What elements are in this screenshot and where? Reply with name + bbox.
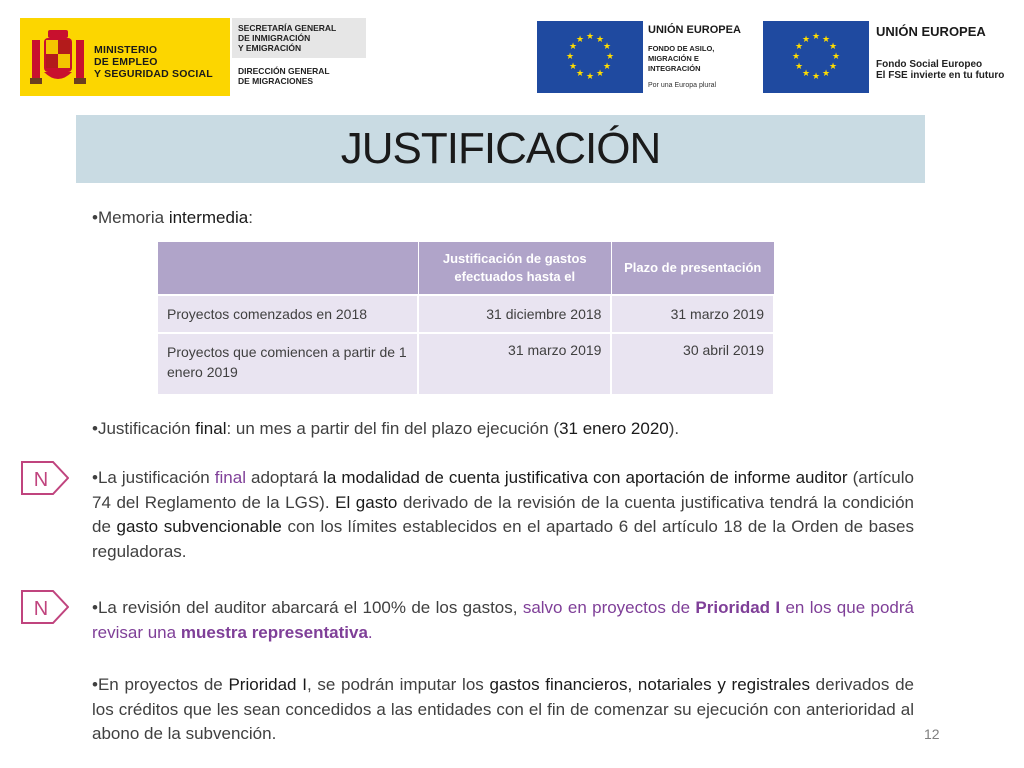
- svg-text:★: ★: [575, 69, 585, 79]
- svg-text:★: ★: [585, 72, 595, 82]
- svg-text:★: ★: [595, 35, 605, 45]
- prioridad-paragraph: •En proyectos de Prioridad I, se podrán imputar los gastos financieros, notariales y registrales derivados de los créditos que les sean concedidos a las entidades con el fin de comenzar su ejecución con anterioridad al abono de la subvención.: [92, 675, 914, 743]
- table-cell: 31 marzo 2019: [611, 295, 774, 333]
- eu-flag-icon: [763, 21, 869, 93]
- memo-heading: •Memoria intermedia:: [92, 208, 253, 227]
- coat-of-arms-icon: [30, 26, 86, 88]
- eu-fse-text: UNIÓN EUROPEA Fondo Social Europeo El FSE invierte en tu futuro: [876, 24, 1005, 81]
- table-row: [157, 333, 774, 395]
- new-marker-label: N: [33, 469, 49, 491]
- justificacion-final-paragraph: •Justificación final: un mes a partir del fin del plazo ejecución (31 enero 2020).: [92, 419, 680, 438]
- table-cell: Proyectos comenzados en 2018: [157, 295, 418, 333]
- deadlines-table: [156, 241, 775, 396]
- svg-text:★: ★: [828, 42, 838, 52]
- svg-text:★: ★: [794, 62, 804, 72]
- svg-text:★: ★: [565, 52, 575, 62]
- svg-text:★: ★: [811, 32, 821, 42]
- svg-text:★: ★: [821, 35, 831, 45]
- page-title: JUSTIFICACIÓN: [340, 124, 661, 173]
- table-header-row: [157, 242, 774, 296]
- svg-text:★: ★: [791, 52, 801, 62]
- svg-text:★: ★: [831, 52, 841, 62]
- svg-text:★: ★: [801, 35, 811, 45]
- svg-text:★: ★: [605, 52, 615, 62]
- page-number: 12: [924, 726, 940, 742]
- secretaria-logo: SECRETARÍA GENERAL DE INMIGRACIÓN Y EMIGRACIÓN: [232, 18, 366, 58]
- eu-fami-text: UNIÓN EUROPEA FONDO DE ASILO, MIGRACIÓN E INTEGRACIÓN Por una Europa plural: [648, 24, 741, 89]
- table-cell: 31 diciembre 2018: [418, 295, 611, 333]
- eu-flag-icon: [537, 21, 643, 93]
- ministry-name: MINISTERIO DE EMPLEO Y SEGURIDAD SOCIAL: [94, 44, 213, 80]
- svg-text:★: ★: [575, 35, 585, 45]
- svg-text:★: ★: [602, 42, 612, 52]
- svg-text:★: ★: [602, 62, 612, 72]
- new-marker-arrow-icon: [21, 590, 69, 624]
- new-marker-label: N: [33, 598, 49, 620]
- table-header-cell: Plazo de presentación: [611, 242, 774, 296]
- svg-text:★: ★: [794, 42, 804, 52]
- table-cell: Proyectos que comiencen a partir de 1 enero 2019: [157, 333, 418, 395]
- table-cell: 31 marzo 2019: [418, 333, 611, 395]
- svg-text:★: ★: [568, 42, 578, 52]
- revision-auditor-paragraph: •La revisión del auditor abarcará el 100% de los gastos, salvo en proyectos de Prioridad I en los que podrá revisar una muestra representativa.: [92, 598, 914, 642]
- svg-text:★: ★: [828, 62, 838, 72]
- modalidad-paragraph: •La justificación final adoptará la modalidad de cuenta justificativa con aportación de informe auditor (artículo 74 del Reglamento de la LGS). El gasto derivado de la revisión de la cuenta justificativa tendrá la condición de gasto subvencionable con los límites establecidos en el apartado 6 del artículo 18 de la Orden de bases reguladoras.: [92, 468, 914, 561]
- svg-text:★: ★: [568, 62, 578, 72]
- svg-text:★: ★: [595, 69, 605, 79]
- svg-text:★: ★: [801, 69, 811, 79]
- svg-text:★: ★: [811, 72, 821, 82]
- table-header-cell: [157, 242, 418, 296]
- table-row: [157, 295, 774, 333]
- table-header-cell: Justificación de gastos efectuados hasta el: [418, 242, 611, 296]
- new-marker-arrow-icon: [21, 461, 69, 495]
- direccion-logo: DIRECCIÓN GENERAL DE MIGRACIONES: [238, 66, 330, 86]
- table-cell: 30 abril 2019: [611, 333, 774, 395]
- svg-text:★: ★: [821, 69, 831, 79]
- svg-text:★: ★: [585, 32, 595, 42]
- ministry-logo: [20, 18, 230, 96]
